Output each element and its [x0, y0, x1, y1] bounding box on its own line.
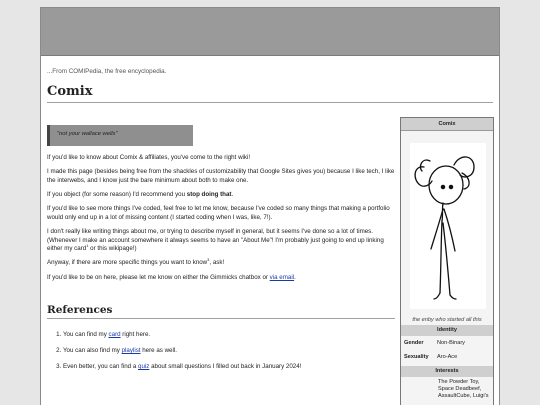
interest-item: Space Deadbeef,: [438, 385, 482, 392]
gender-value: Non-Binary: [437, 340, 465, 346]
reference-text-end: right here.: [120, 331, 151, 338]
page-container: [40, 7, 500, 405]
infobox-row-gender: [401, 336, 493, 350]
paragraph-object: [47, 191, 397, 200]
paragraph-ask-text: Anyway, if there are more specific things you want to know: [47, 259, 208, 267]
footnote-3-link[interactable]: 3: [207, 257, 210, 263]
paragraph-contact: [47, 274, 397, 283]
reference-item: [63, 331, 383, 340]
from-tagline: ...From COMIPedia, the free encyclopedia.: [47, 68, 167, 75]
quiz-link[interactable]: quiz: [138, 363, 150, 371]
paragraph-contact-end: .: [294, 273, 296, 281]
card-link[interactable]: card: [108, 331, 121, 338]
site-banner: [41, 8, 499, 56]
reference-text-end: about small questions I filled out back in January 2024!: [149, 363, 302, 371]
references-heading: References: [47, 304, 395, 319]
infobox-title: Comix: [401, 118, 493, 131]
gender-label: Gender: [404, 340, 424, 346]
paragraph-coding: If you'd like to see more things I've coded, feel free to let me know, because I've coded so many things that making a portfolio would only end up in a lot of missing content (I started coding when I was, like, 7!).: [47, 205, 390, 221]
paragraph-object-text: If you object (for some reason) I'd recommend you: [47, 190, 187, 198]
stick-figure-drawing: [410, 143, 486, 309]
paragraph-contact-text: If you'd like to be on here, please let me know on either the Gimmicks chatbox or: [47, 273, 270, 281]
sexuality-value: Aro-Ace: [437, 354, 458, 360]
infobox-caption: the enby who started all this: [412, 317, 482, 323]
reference-item: [63, 347, 383, 356]
paragraph-ask: [47, 259, 397, 268]
quote-text: "not your wallace wells": [57, 131, 118, 137]
paragraph-about-me-text: I don't really like writing things about me, or trying to describe myself in general, but it seems I've done so a lot of times. (Whenever I make an account somewhere it always seems to have an "About Me"! I'm probably just going to end up linking either my card: [47, 227, 384, 253]
stop-doing-that-text: stop doing that: [186, 190, 232, 198]
page-title: Comix: [47, 84, 493, 103]
reference-text-end: here as well.: [140, 347, 177, 355]
interests-header: Interests: [401, 366, 493, 377]
email-link[interactable]: via email: [269, 273, 295, 281]
infobox-portrait-image: [410, 143, 486, 309]
references-list: [63, 331, 383, 380]
reference-text: You can find my: [63, 331, 109, 338]
footnote-1-link[interactable]: 1: [86, 243, 89, 249]
reference-text: Even better, you can find a: [63, 363, 138, 371]
infobox-row-sexuality: [401, 350, 493, 364]
quote-box: [47, 125, 193, 146]
paragraph-ask-end: , ask!: [209, 259, 225, 267]
paragraph-about-me: [47, 228, 397, 254]
article-body: [47, 154, 397, 288]
playlist-link[interactable]: playlist: [121, 347, 141, 355]
interest-item: The Powder Toy,: [438, 379, 480, 385]
reference-text: You can also find my: [63, 347, 122, 355]
paragraph-intro: If you'd like to know about Comix & affiliates, you've come to the right wiki!: [47, 154, 251, 161]
paragraph-why: I made this page (besides being free from the shackles of customizability that Google Sites gives you) because I like tech, I like the interwebs, and I know just the bare minimum about both to make one.: [47, 168, 395, 184]
reference-item: [63, 363, 383, 372]
paragraph-object-end: .: [231, 190, 234, 198]
interests-list: [401, 379, 493, 399]
identity-header: Identity: [401, 325, 493, 336]
infobox: [400, 117, 494, 405]
interest-item: AssaultCube, Luigi's: [438, 392, 489, 399]
sexuality-label: Sexuality: [404, 354, 429, 360]
paragraph-about-me-end: or this wikipage!): [88, 245, 137, 253]
